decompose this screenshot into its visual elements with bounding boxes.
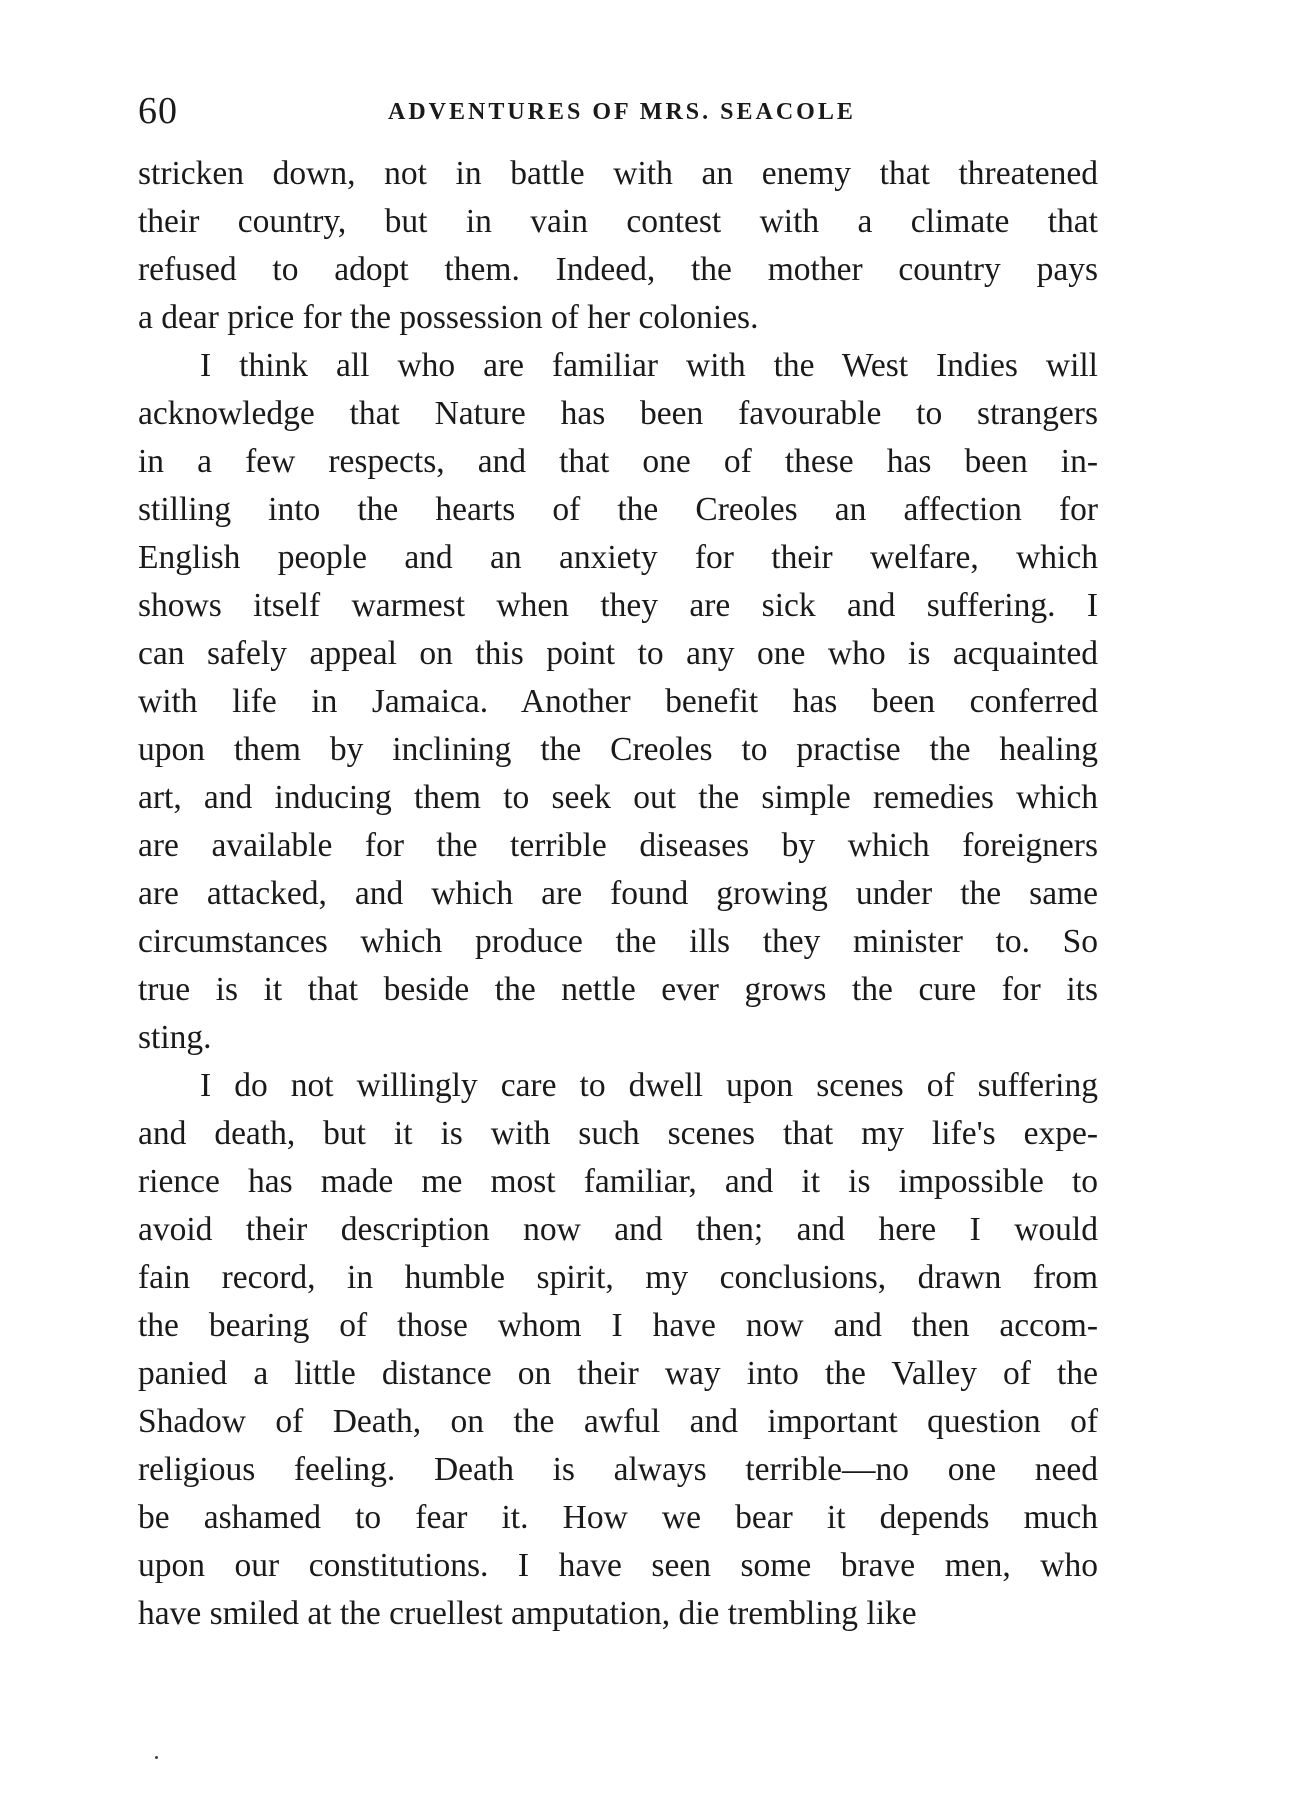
text-line: refused to adopt them. Indeed, the mother country pays (138, 251, 1098, 288)
text-line: stilling into the hearts of the Creoles an affection for (138, 491, 1098, 528)
text-line: circumstances which produce the ills they minister to. So (138, 923, 1098, 960)
text-line: sting. (138, 1019, 212, 1056)
text-line: a dear price for the possession of her colonies. (138, 299, 759, 336)
text-line: stricken down, not in battle with an enemy that threatened (138, 155, 1098, 192)
text-line: acknowledge that Nature has been favourable to strangers (138, 395, 1098, 432)
text-line: upon them by inclining the Creoles to practise the healing (138, 731, 1098, 768)
text-line: avoid their description now and then; and here I would (138, 1211, 1098, 1248)
running-head (138, 86, 1098, 136)
text-line: be ashamed to fear it. How we bear it depends much (138, 1499, 1098, 1536)
text-line: art, and inducing them to seek out the simple remedies which (138, 779, 1098, 816)
body-text (138, 150, 1098, 1638)
text-line: with life in Jamaica. Another benefit has been conferred (138, 683, 1098, 720)
text-line: I think all who are familiar with the West Indies will (200, 347, 1098, 384)
running-title: ADVENTURES OF MRS. SEACOLE (388, 99, 856, 125)
print-speck (155, 1756, 158, 1759)
paragraph (138, 150, 1098, 342)
text-line: are attacked, and which are found growing under the same (138, 875, 1098, 912)
text-line: religious feeling. Death is always terrible—no one need (138, 1451, 1098, 1488)
text-line: fain record, in humble spirit, my conclusions, drawn from (138, 1259, 1098, 1296)
text-line: in a few respects, and that one of these has been in- (138, 443, 1098, 480)
text-line: upon our constitutions. I have seen some brave men, who (138, 1547, 1098, 1584)
text-line: panied a little distance on their way into the Valley of the (138, 1355, 1098, 1392)
text-line: their country, but in vain contest with a climate that (138, 203, 1098, 240)
text-line: and death, but it is with such scenes that my life's expe- (138, 1115, 1098, 1152)
text-line: true is it that beside the nettle ever grows the cure for its (138, 971, 1098, 1008)
text-line: are available for the terrible diseases by which foreigners (138, 827, 1098, 864)
text-line: the bearing of those whom I have now and then accom- (138, 1307, 1098, 1344)
text-line: rience has made me most familiar, and it is impossible to (138, 1163, 1098, 1200)
text-line: can safely appeal on this point to any one who is acquainted (138, 635, 1098, 672)
text-line: shows itself warmest when they are sick and suffering. I (138, 587, 1098, 624)
paragraph (138, 342, 1098, 1062)
text-line: English people and an anxiety for their welfare, which (138, 539, 1098, 576)
text-line: I do not willingly care to dwell upon scenes of suffering (200, 1067, 1098, 1104)
page-number: 60 (138, 90, 178, 132)
text-line: Shadow of Death, on the awful and important question of (138, 1403, 1098, 1440)
paragraph (138, 1062, 1098, 1638)
text-line: have smiled at the cruellest amputation, die trembling like (138, 1595, 917, 1632)
